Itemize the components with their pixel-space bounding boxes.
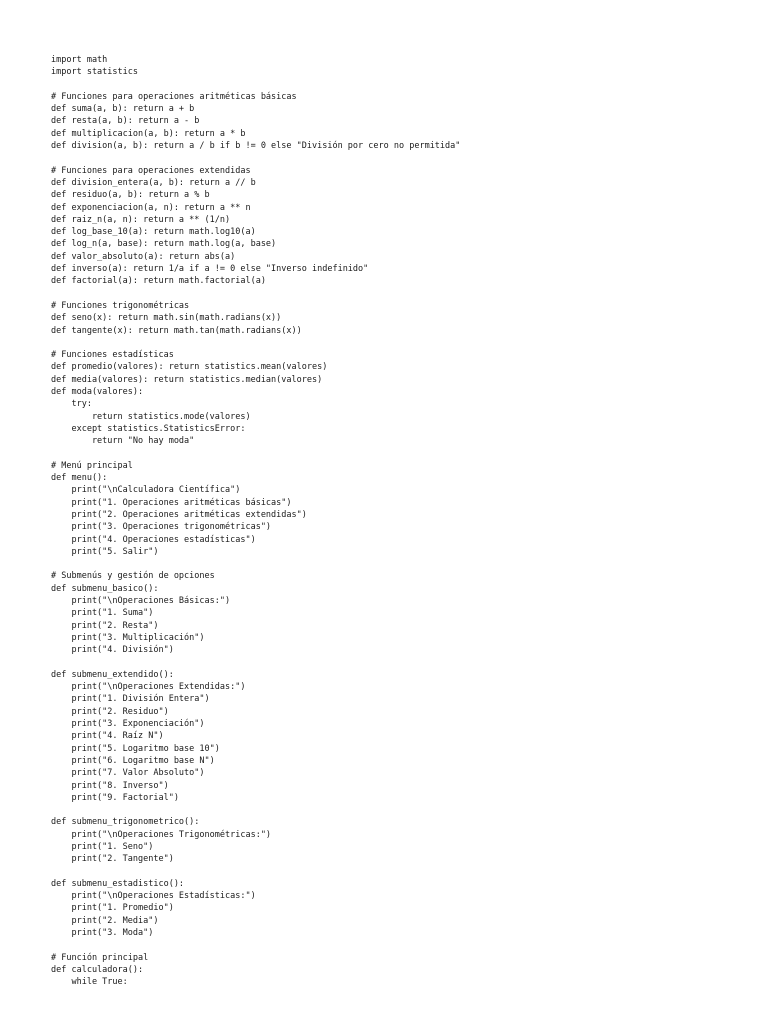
code-line: def submenu_basico(): — [51, 583, 159, 594]
code-line: # Submenús y gestión de opciones — [51, 571, 215, 582]
code-line: def media(valores): return statistics.median(valores) — [51, 374, 323, 385]
code-line: import math — [51, 55, 108, 65]
code-line: def factorial(a): return math.factorial(a) — [51, 276, 266, 287]
code-line: print("3. Multiplicación") — [51, 632, 205, 643]
code-line: def promedio(valores): return statistics.mean(valores) — [51, 362, 328, 373]
code-line — [51, 337, 751, 349]
code-line: print("3. Exponenciación") — [51, 719, 205, 730]
code-line: # Funciones para operaciones extendidas — [51, 165, 251, 176]
code-line: def exponenciacion(a, n): return a ** n — [51, 202, 251, 213]
code-line: def resta(a, b): return a - b — [51, 116, 200, 127]
code-line: return statistics.mode(valores) — [51, 411, 251, 422]
code-line: # Funciones trigonométricas — [51, 300, 190, 311]
code-line: print("8. Inverso") — [51, 780, 169, 791]
code-line: def seno(x): return math.sin(math.radians(x)) — [51, 313, 282, 324]
code-line: except statistics.StatisticsError: — [51, 423, 246, 434]
code-line: print("\nOperaciones Extendidas:") — [51, 682, 246, 693]
code-line: def residuo(a, b): return a % b — [51, 190, 210, 201]
code-line: print("9. Factorial") — [51, 792, 179, 803]
code-line — [51, 866, 751, 878]
code-line: def moda(valores): — [51, 387, 144, 398]
code-line: print("2. Tangente") — [51, 854, 174, 865]
code-line: def calculadora(): — [51, 964, 144, 975]
code-line: def valor_absoluto(a): return abs(a) — [51, 251, 236, 262]
code-line: print("1. Operaciones aritméticas básicas") — [51, 497, 292, 508]
code-line: def division(a, b): return a / b if b != 0 else "División por cero no permitida" — [51, 141, 461, 152]
code-line: print("4. División") — [51, 645, 174, 656]
code-line — [51, 288, 751, 300]
code-line: def log_n(a, base): return math.log(a, base) — [51, 239, 277, 250]
code-line: print("2. Media") — [51, 915, 159, 926]
code-line: def log_base_10(a): return math.log10(a) — [51, 227, 256, 238]
code-line: print("\nCalculadora Científica") — [51, 485, 241, 496]
code-line: def raiz_n(a, n): return a ** (1/n) — [51, 214, 231, 225]
code-line: def tangente(x): return math.tan(math.radians(x)) — [51, 325, 302, 336]
code-line: print("5. Logaritmo base 10") — [51, 743, 220, 754]
code-listing — [51, 54, 751, 989]
code-line: print("2. Resta") — [51, 620, 159, 631]
code-line: def submenu_extendido(): — [51, 669, 174, 680]
code-line: while True: — [51, 977, 128, 988]
code-line: def multiplicacion(a, b): return a * b — [51, 128, 246, 139]
code-line: print("1. División Entera") — [51, 694, 210, 705]
code-line: print("\nOperaciones Básicas:") — [51, 596, 231, 607]
code-line: def suma(a, b): return a + b — [51, 104, 195, 115]
code-line: def inverso(a): return 1/a if a != 0 else "Inverso indefinido" — [51, 264, 369, 275]
code-line: print("3. Operaciones trigonométricas") — [51, 522, 272, 533]
code-line: # Menú principal — [51, 460, 133, 471]
code-line: # Funciones para operaciones aritméticas básicas — [51, 91, 297, 102]
code-line: print("4. Operaciones estadísticas") — [51, 534, 256, 545]
code-line: print("1. Promedio") — [51, 903, 174, 914]
code-line: print("5. Salir") — [51, 546, 159, 557]
code-line: print("4. Raíz N") — [51, 731, 164, 742]
code-line: def menu(): — [51, 473, 108, 484]
code-line — [51, 152, 751, 164]
code-line: # Función principal — [51, 952, 149, 963]
code-line: print("\nOperaciones Trigonométricas:") — [51, 829, 272, 840]
code-line — [51, 558, 751, 570]
code-line: import statistics — [51, 67, 138, 78]
code-line — [51, 939, 751, 951]
code-line: # Funciones estadísticas — [51, 350, 174, 361]
code-line: print("2. Residuo") — [51, 706, 169, 717]
code-line: print("6. Logaritmo base N") — [51, 755, 215, 766]
code-line: print("\nOperaciones Estadísticas:") — [51, 891, 256, 902]
code-line: print("3. Moda") — [51, 928, 154, 939]
code-line — [51, 657, 751, 669]
code-line: def division_entera(a, b): return a // b — [51, 177, 256, 188]
code-line — [51, 79, 751, 91]
code-line: print("2. Operaciones aritméticas extendidas") — [51, 509, 307, 520]
code-line: print("7. Valor Absoluto") — [51, 768, 205, 779]
code-line: def submenu_trigonometrico(): — [51, 817, 200, 828]
code-line — [51, 448, 751, 460]
code-line: return "No hay moda" — [51, 436, 195, 447]
code-line: try: — [51, 399, 92, 410]
code-line — [51, 804, 751, 816]
code-line: def submenu_estadistico(): — [51, 878, 185, 889]
code-line: print("1. Suma") — [51, 608, 154, 619]
code-line: print("1. Seno") — [51, 842, 154, 852]
